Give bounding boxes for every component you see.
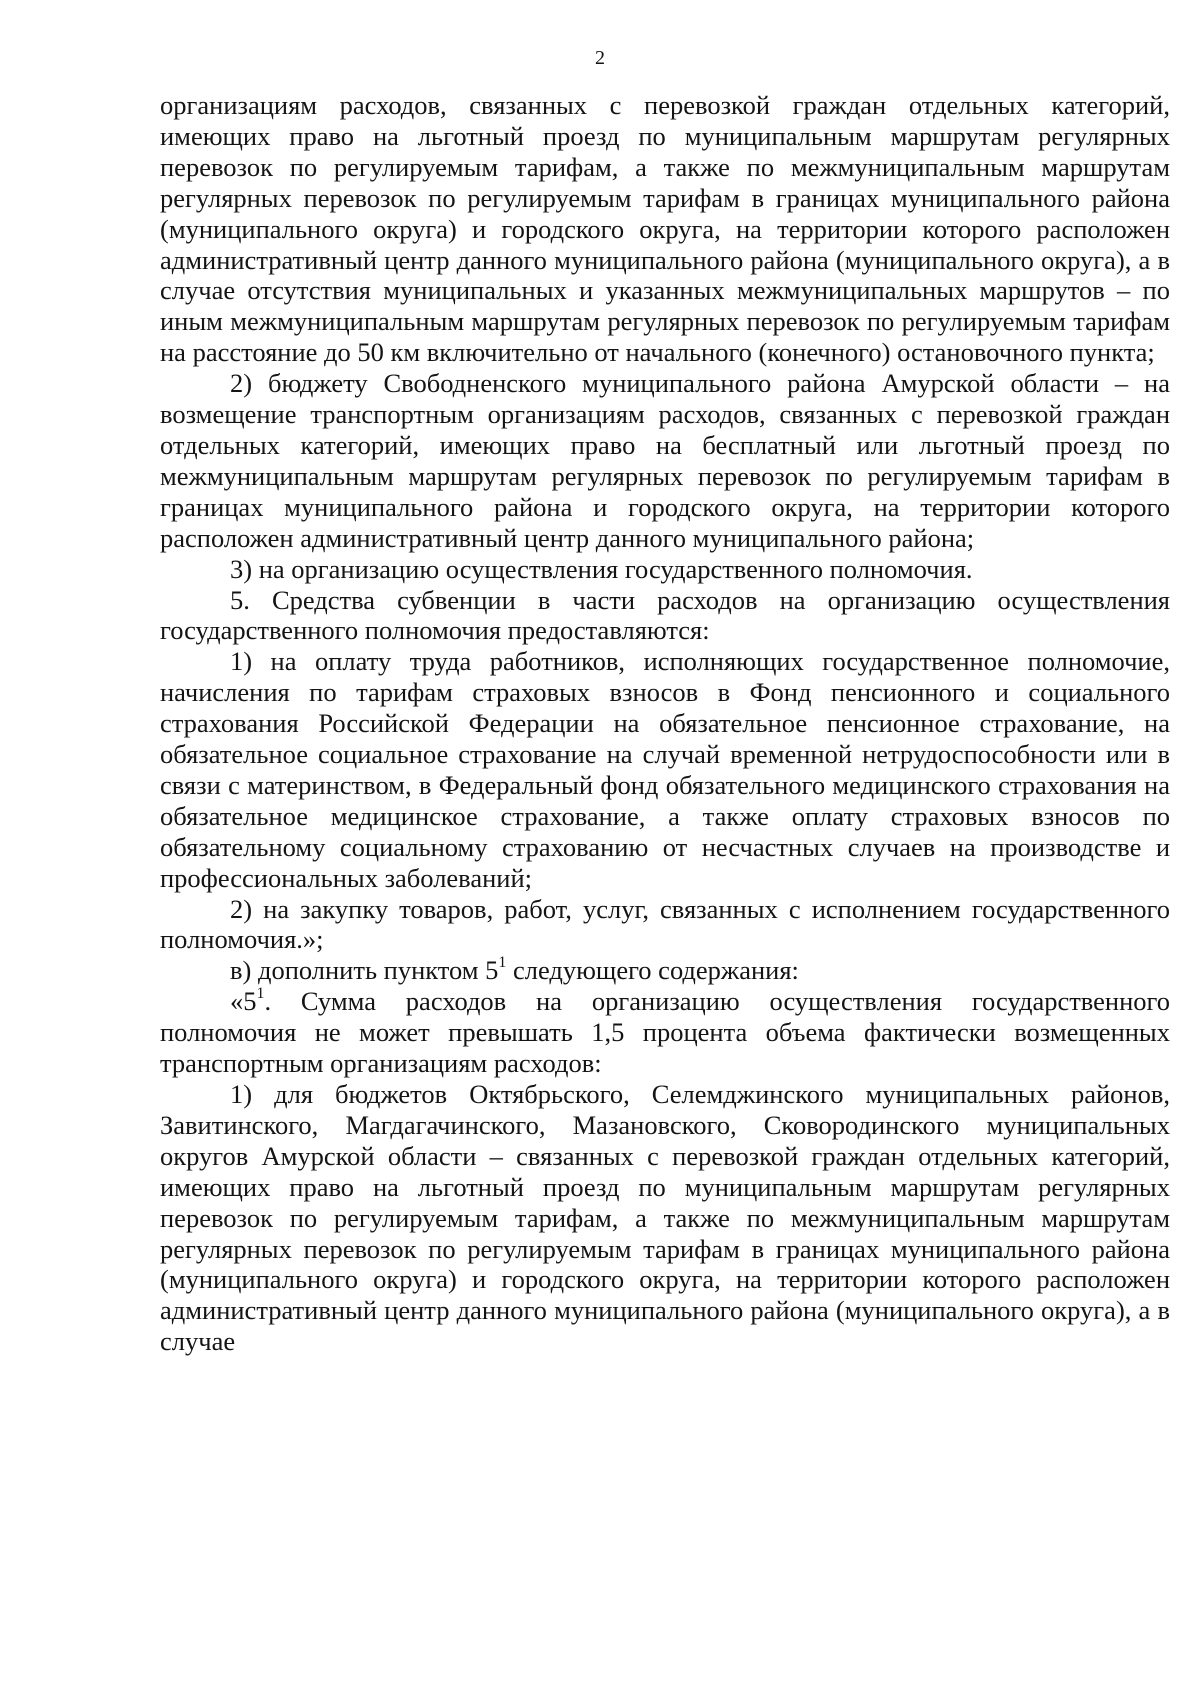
section-5-1-text-end: . Сумма расходов на организацию осуществления государственного полномочия не может превышать 1,5 процента объема фактически возмещенных транспортным организациям расходов: <box>160 986 1170 1079</box>
paragraph-item-2-svobodnensky-budget: 2) бюджету Свободненского муниципального района Амурской области – на возмещение транспортным организациям расходов, связанных с перевозкой граждан отдельных категорий, имеющих право на бесплатный или льготный проезд по межмуниципальным маршрутам регулярных перевозок по регулируемым тарифам в границах муниципального района и городского округа, на территории которого расположен административный центр данного муниципального района; <box>160 368 1170 553</box>
paragraph-continuation: организациям расходов, связанных с перевозкой граждан отдельных категорий, имеющих право на льготный проезд по муниципальным маршрутам регулярных перевозок по регулируемым тарифам, а также по межмуниципальным маршрутам регулярных перевозок по регулируемым тарифам в границах муниципального района (муниципального округа) и городского округа, на территории которого расположен административный центр данного муниципального района (муниципального округа), а в случае отсутствия муниципальных и указанных межмуниципальных маршрутов – по иным межмуниципальным маршрутам регулярных перевозок по регулируемым тарифам на расстояние до 50 км включительно от начального (конечного) остановочного пункта; <box>160 90 1170 368</box>
paragraph-section-5: 5. Средства субвенции в части расходов на организацию осуществления государственного полномочия предоставляются: <box>160 584 1170 646</box>
superscript-one: 1 <box>498 954 507 972</box>
paragraph-section-5-item-2: 2) на закупку товаров, работ, услуг, связанных с исполнением государственного полномочия.»; <box>160 893 1170 955</box>
document-body <box>160 90 1170 1357</box>
amendment-v-text-end: следующего содержания: <box>506 955 799 986</box>
superscript-one: 1 <box>256 985 265 1003</box>
paragraph-section-5-1 <box>160 986 1170 1079</box>
page-number: 2 <box>595 47 605 69</box>
paragraph-amendment-v <box>160 955 1170 986</box>
paragraph-section-5-item-1: 1) на оплату труда работников, исполняющих государственное полномочие, начисления по тарифам страховых взносов в Фонд пенсионного и социального страхования Российской Федерации на обязательное пенсионное страхование, на обязательное социальное страхование на случай временной нетрудоспособности или в связи с материнством, в Федеральный фонд обязательного медицинского страхования на обязательное медицинское страхование, а также оплату страховых взносов по обязательному социальному страхованию от несчастных случаев на производстве и профессиональных заболеваний; <box>160 646 1170 893</box>
amendment-v-text-start: в) дополнить пунктом 5 <box>230 955 499 986</box>
paragraph-item-3-organization: 3) на организацию осуществления государственного полномочия. <box>230 553 973 584</box>
paragraph-section-5-1-item-1: 1) для бюджетов Октябрьского, Селемджинского муниципальных районов, Завитинского, Магдагачинского, Мазановского, Сковородинского муниципальных округов Амурской области – связанных с перевозкой граждан отдельных категорий, имеющих право на льготный проезд по муниципальным маршрутам регулярных перевозок по регулируемым тарифам, а также по межмуниципальным маршрутам регулярных перевозок по регулируемым тарифам в границах муниципального района (муниципального округа) и городского округа, на территории которого расположен административный центр данного муниципального района (муниципального округа), а в случае <box>160 1079 1170 1357</box>
section-5-1-text-start: «5 <box>230 986 257 1017</box>
